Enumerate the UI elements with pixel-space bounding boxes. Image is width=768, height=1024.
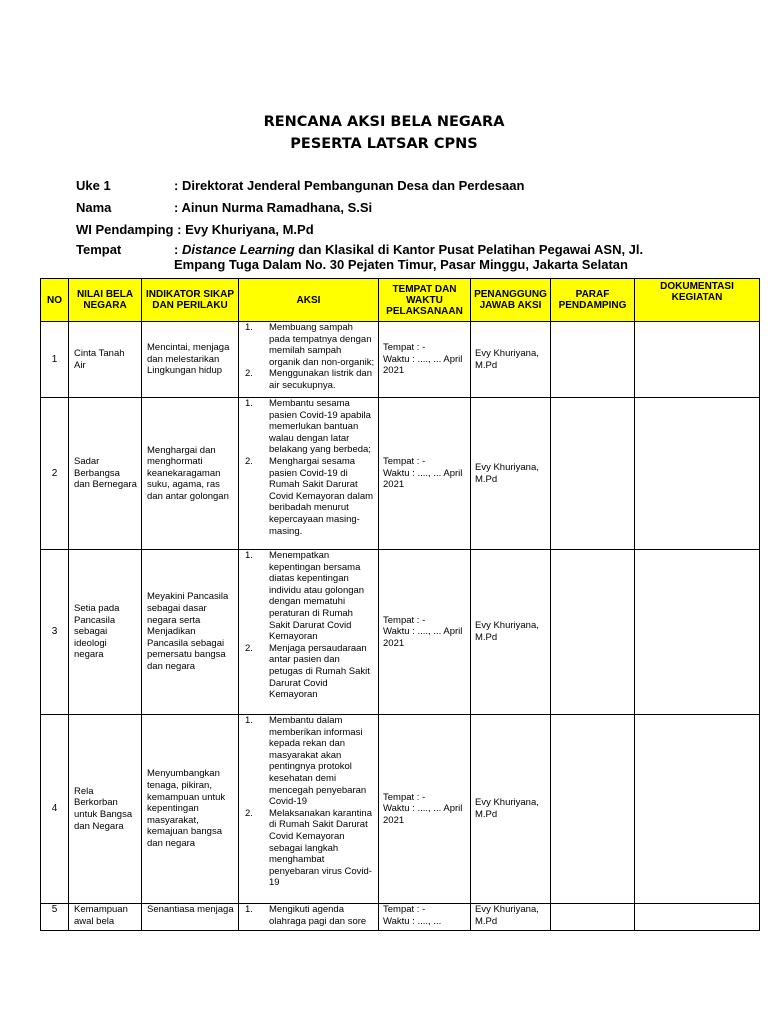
aksi-num: 1.	[245, 715, 253, 726]
aksi-text: Membantu dalam memberikan informasi kepada rekan dan masyarakat akan pentingnya protokol kesehatan demi mencegah penyebaran Covid-19	[269, 715, 367, 808]
tempat-value	[174, 242, 654, 272]
table-row	[41, 322, 760, 398]
nama-value: : Ainun Nurma Ramadhana, S.Si	[174, 200, 373, 215]
aksi-num: 2.	[245, 807, 253, 819]
row-dokumentasi	[635, 715, 760, 904]
header-aksi: AKSI	[239, 279, 379, 322]
aksi-text: Membuang sampah pada tempatnya dengan memilah sampah organik dan non-organik;	[269, 322, 375, 368]
aksi-num: 1.	[245, 322, 253, 333]
row-no: 4	[41, 715, 69, 904]
row-nilai: Rela Berkorban untuk Bangsa dan Negara	[69, 715, 142, 904]
row-paraf	[551, 398, 635, 550]
header-pj: PENANGGUNG JAWAB AKSI	[471, 279, 551, 322]
row-pj: Evy Khuriyana, M.Pd	[471, 550, 551, 715]
tempat-rest: dan Klasikal di Kantor Pusat Pelatihan Pegawai ASN, Jl. Empang Tuga Dalam No. 30 Pejaten Timur, Pasar Minggu, Jakarta Selatan	[174, 242, 644, 272]
row-no: 3	[41, 550, 69, 715]
row-indikator: Mencintai, menjaga dan melestarikan Lingkungan hidup	[142, 322, 239, 398]
row-tempat	[379, 904, 471, 931]
header-indikator: INDIKATOR SIKAP DAN PERILAKU	[142, 279, 239, 322]
row-nilai: Cinta Tanah Air	[69, 322, 142, 398]
aksi-text: Menggunakan listrik dan air secukupnya.	[269, 368, 372, 391]
header-dokumentasi: DOKUMENTASI KEGIATAN	[635, 279, 760, 322]
row-tempat	[379, 550, 471, 715]
aksi-item	[241, 808, 375, 889]
aksi-item	[241, 322, 375, 368]
header-paraf: PARAF PENDAMPING	[551, 279, 635, 322]
uke-label: Uke 1	[76, 178, 111, 193]
aksi-item	[241, 715, 375, 808]
tempat-text: Tempat : -	[383, 342, 426, 354]
wi-label: WI Pendamping	[76, 222, 174, 237]
aksi-text: Menempatkan kepentingan bersama diatas kepentingan individu atau golongan dengan mematuhi peraturan di Rumah Sakit Darurat Covid Kemayoran	[269, 550, 365, 643]
row-no: 5	[41, 904, 69, 931]
row-nilai: Sadar Berbangsa dan Bernegara	[69, 398, 142, 550]
row-no: 1	[41, 322, 69, 398]
row-paraf	[551, 322, 635, 398]
table-row	[41, 904, 760, 931]
row-indikator: Meyakini Pancasila sebagai dasar negara serta Menjadikan Pancasila sebagai pemersatu bangsa dan negara	[142, 550, 239, 715]
row-tempat	[379, 715, 471, 904]
waktu-text: Waktu : ...., ... April 2021	[383, 467, 463, 491]
row-paraf	[551, 550, 635, 715]
header-nilai: NILAI BELA NEGARA	[69, 279, 142, 322]
tempat-text: Tempat : -	[383, 791, 426, 803]
row-aksi	[239, 398, 379, 550]
row-tempat	[379, 322, 471, 398]
table-header-row	[41, 279, 760, 322]
aksi-text: Menghargai sesama pasien Covid-19 di Rumah Sakit Darurat Covid Kemayoran dalam beribadah menurut kepercayaan masing-masing.	[269, 455, 374, 537]
aksi-text: Membantu sesama pasien Covid-19 apabila memerlukan bantuan walau dengan latar belakang yang berbeda;	[269, 398, 371, 456]
aksi-text: Menjaga persaudaraan antar pasien dan petugas di Rumah Sakit Darurat Covid Kemayoran	[269, 642, 370, 701]
row-nilai: Kemampuan awal bela	[69, 904, 142, 931]
aksi-num: 1.	[245, 550, 253, 561]
row-pj: Evy Khuriyana, M.Pd	[471, 904, 551, 931]
aksi-item	[241, 643, 375, 701]
wi-value: : Evy Khuriyana, M.Pd	[177, 222, 314, 237]
row-tempat	[379, 398, 471, 550]
action-plan-table	[40, 278, 760, 931]
info-wi	[76, 222, 314, 237]
row-aksi	[239, 904, 379, 931]
aksi-num: 2.	[245, 642, 253, 654]
aksi-item	[241, 904, 375, 927]
tempat-text: Tempat : -	[383, 456, 426, 468]
tempat-text: Tempat : -	[383, 614, 426, 626]
row-dokumentasi	[635, 550, 760, 715]
row-pj: Evy Khuriyana, M.Pd	[471, 715, 551, 904]
row-indikator: Menyumbangkan tenaga, pikiran, kemampuan untuk kepentingan masyarakat, kemajuan bangsa dan negara	[142, 715, 239, 904]
header-no: NO	[41, 279, 69, 322]
document-subtitle: PESERTA LATSAR CPNS	[290, 136, 478, 152]
aksi-item	[241, 456, 375, 537]
row-no: 2	[41, 398, 69, 550]
waktu-text: Waktu : ...., ... April 2021	[383, 803, 463, 826]
aksi-num: 1.	[245, 398, 253, 409]
aksi-num: 2.	[245, 368, 253, 380]
table-row	[41, 398, 760, 550]
tempat-text: Tempat : -	[383, 904, 426, 915]
tempat-colon: :	[174, 242, 179, 257]
row-dokumentasi	[635, 322, 760, 398]
tempat-italic: Distance Learning	[181, 242, 295, 257]
uke-value: : Direktorat Jenderal Pembangunan Desa dan Perdesaan	[174, 178, 525, 193]
document-title: RENCANA AKSI BELA NEGARA	[263, 114, 505, 130]
row-nilai: Setia pada Pancasila sebagai ideologi negara	[69, 550, 142, 715]
aksi-item	[241, 368, 375, 391]
aksi-num: 1.	[245, 904, 253, 915]
row-indikator: Menghargai dan menghormati keanekaragaman suku, agama, ras dan antar golongan	[142, 398, 239, 550]
row-aksi	[239, 550, 379, 715]
waktu-text: Waktu : ...., ... April 2021	[383, 353, 463, 377]
row-paraf	[551, 904, 635, 931]
header-tempat: TEMPAT DAN WAKTU PELAKSANAAN	[379, 279, 471, 322]
row-dokumentasi	[635, 398, 760, 550]
nama-label: Nama	[76, 200, 112, 215]
aksi-item	[241, 550, 375, 643]
tempat-label: Tempat	[76, 242, 122, 257]
aksi-num: 2.	[245, 455, 253, 467]
waktu-text: Waktu : ...., ... April 2021	[383, 626, 463, 649]
row-pj: Evy Khuriyana, M.Pd	[471, 322, 551, 398]
row-aksi	[239, 715, 379, 904]
table-row	[41, 550, 760, 715]
aksi-text: Melaksanakan karantina di Rumah Sakit Darurat Covid Kemayoran sebagai langkah menghambat penyebaran virus Covid-19	[269, 807, 372, 889]
row-indikator: Senantiasa menjaga	[142, 904, 239, 931]
row-dokumentasi	[635, 904, 760, 931]
aksi-text: Mengikuti agenda olahraga pagi dan sore	[269, 904, 367, 927]
table-row	[41, 715, 760, 904]
waktu-text: Waktu : ...., ...	[383, 915, 442, 927]
row-aksi	[239, 322, 379, 398]
row-pj: Evy Khuriyana, M.Pd	[471, 398, 551, 550]
aksi-item	[241, 398, 375, 456]
row-paraf	[551, 715, 635, 904]
